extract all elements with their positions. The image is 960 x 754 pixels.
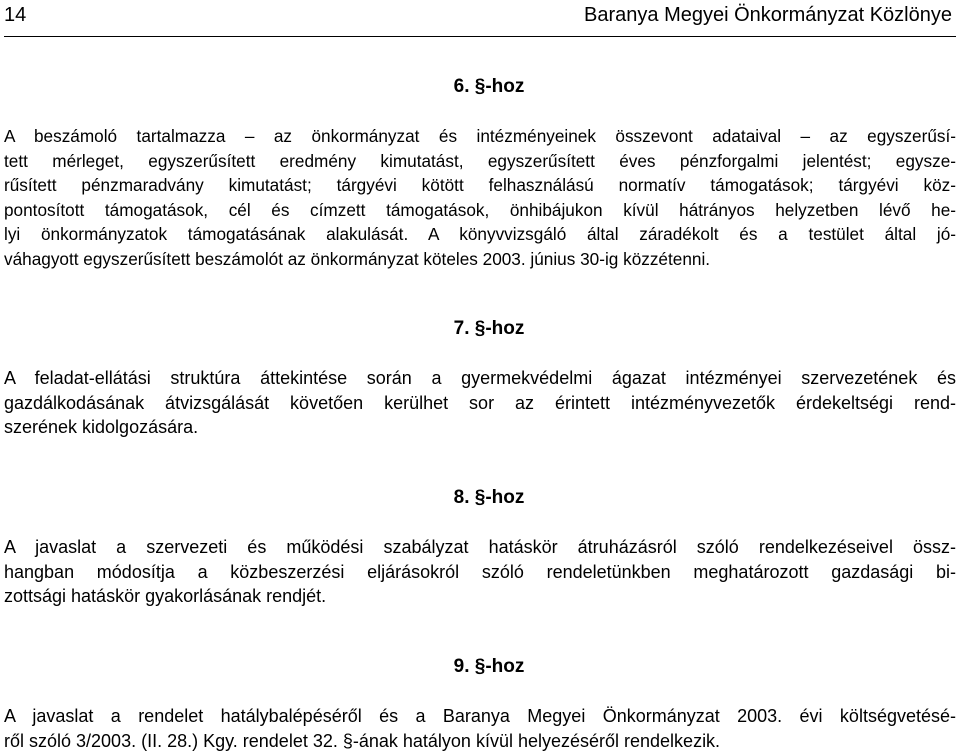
paragraph-line: váhagyott egyszerűsített beszámolót az önkormányzat köteles 2003. június 30-ig közzétenni. xyxy=(4,248,711,269)
paragraph-line: A feladat-ellátási struktúra áttekintése során a gyermekvédelmi ágazat intézményei szervezetének és xyxy=(4,368,956,388)
paragraph-line: ről szóló 3/2003. (II. 28.) Kgy. rendelet 32. §-ának hatályon kívül helyezéséről rendelkezik. xyxy=(4,730,721,751)
section-paragraph xyxy=(4,366,956,440)
section-heading: 7. §-hoz xyxy=(453,318,525,339)
paragraph-line: A beszámoló tartalmazza – az önkormányzat és intézményeinek összevont adataival – az egyszerűsí- xyxy=(4,126,956,146)
paragraph-line: pontosított támogatások, cél és címzett támogatások, önhibájukon kívül hátrányos helyzetben lévő he- xyxy=(4,199,956,220)
paragraph-line: rűsített pénzmaradvány kimutatást; tárgyévi kötött felhasználású normatív támogatások; tárgyévi köz- xyxy=(4,175,956,196)
paragraph-line: A javaslat a rendelet hatálybalépéséről és a Baranya Megyei Önkormányzat 2003. évi költségvetésé- xyxy=(4,706,956,726)
paragraph-line: hangban módosítja a közbeszerzési eljárásokról szóló rendeletünkben meghatározott gazdasági bi- xyxy=(4,561,956,582)
section-paragraph xyxy=(4,704,956,753)
section-9 xyxy=(4,656,956,753)
section-heading: 6. §-hoz xyxy=(453,76,525,97)
page-number: 14 xyxy=(4,4,27,26)
page-header xyxy=(4,0,956,37)
section-paragraph xyxy=(4,535,956,609)
paragraph-line: szerének kidolgozására. xyxy=(4,417,199,438)
paragraph-line: A javaslat a szervezeti és működési szabályzat hatáskör átruházásról szóló rendelkezéseivel össz- xyxy=(4,537,956,557)
paragraph-line: tett mérleget, egyszerűsített eredmény kimutatást, egyszerűsített éves pénzforgalmi jelentést; egysze- xyxy=(4,150,956,171)
section-heading: 8. §-hoz xyxy=(453,487,525,508)
journal-title: Baranya Megyei Önkormányzat Közlönye xyxy=(584,4,952,26)
section-6 xyxy=(4,76,956,272)
paragraph-line: gazdálkodásának átvizsgálását követően kerülhet sor az érintett intézményvezetők érdekeltségi rend- xyxy=(4,392,956,413)
paragraph-line: zottsági hatáskör gyakorlásának rendjét. xyxy=(4,586,327,607)
section-8 xyxy=(4,487,956,609)
section-paragraph xyxy=(4,124,956,272)
section-heading: 9. §-hoz xyxy=(453,656,525,677)
paragraph-line: lyi önkormányzatok támogatásának alakulását. A könyvvizsgáló által záradékolt és a testület által jó- xyxy=(4,224,956,245)
section-7 xyxy=(4,318,956,440)
